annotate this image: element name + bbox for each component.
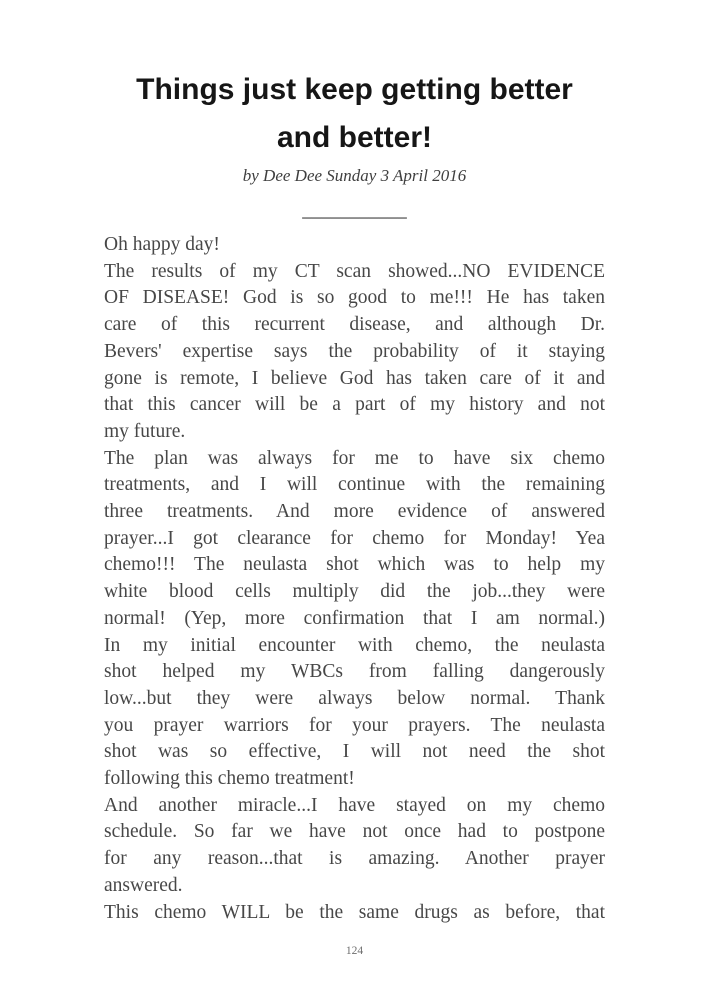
text-line: my future. — [104, 420, 186, 442]
text-line: normal! (Yep, more confirmation that I am normal.) — [104, 607, 605, 629]
paragraph — [104, 259, 605, 446]
section-divider: ___________ — [302, 200, 407, 221]
text-line: Bevers' expertise says the probability of it staying — [104, 340, 605, 362]
page-number: 124 — [345, 945, 364, 957]
text-line: chemo!!! The neulasta shot which was to help my — [104, 554, 605, 576]
text-line: shot was so effective, I will not need the shot — [104, 741, 605, 763]
paragraph — [104, 793, 605, 900]
text-line: The plan was always for me to have six chemo — [104, 447, 605, 469]
text-line: for any reason...that is amazing. Another prayer — [104, 848, 605, 870]
text-line: prayer...I got clearance for chemo for Monday! Yea — [104, 527, 605, 549]
paragraph — [104, 900, 605, 927]
text-line: schedule. So far we have not once had to postpone — [104, 821, 605, 843]
text-line: care of this recurrent disease, and although Dr. — [104, 314, 605, 336]
post-title — [104, 66, 605, 162]
text-line: gone is remote, I believe God has taken care of it and — [104, 367, 605, 389]
post-title-line-2: and better! — [276, 121, 432, 154]
text-line: Oh happy day! — [104, 234, 220, 255]
text-line: three treatments. And more evidence of answered — [104, 501, 605, 523]
text-line: answered. — [104, 874, 183, 896]
text-line: following this chemo treatment! — [104, 768, 355, 790]
text-line: The results of my CT scan showed...NO EVIDENCE — [104, 260, 605, 282]
text-line: low...but they were always below normal. Thank — [104, 687, 605, 709]
text-line: This chemo WILL be the same drugs as before, that — [104, 901, 605, 923]
paragraph — [104, 232, 605, 259]
text-line: treatments, and I will continue with the remaining — [104, 474, 605, 496]
post-title-line-1: Things just keep getting better — [136, 73, 573, 106]
text-line: And another miracle...I have stayed on my chemo — [104, 794, 605, 816]
text-line: OF DISEASE! God is so good to me!!! He has taken — [104, 287, 605, 309]
text-line: white blood cells multiply did the job...they were — [104, 581, 605, 603]
text-line: you prayer warriors for your prayers. The neulasta — [104, 714, 605, 736]
article-body — [104, 232, 605, 926]
text-line: that this cancer will be a part of my history and not — [104, 394, 605, 416]
post-byline: by Dee Dee Sunday 3 April 2016 — [242, 166, 467, 185]
text-line: shot helped my WBCs from falling dangerously — [104, 661, 605, 683]
paragraph — [104, 446, 605, 793]
text-line: In my initial encounter with chemo, the neulasta — [104, 634, 605, 656]
